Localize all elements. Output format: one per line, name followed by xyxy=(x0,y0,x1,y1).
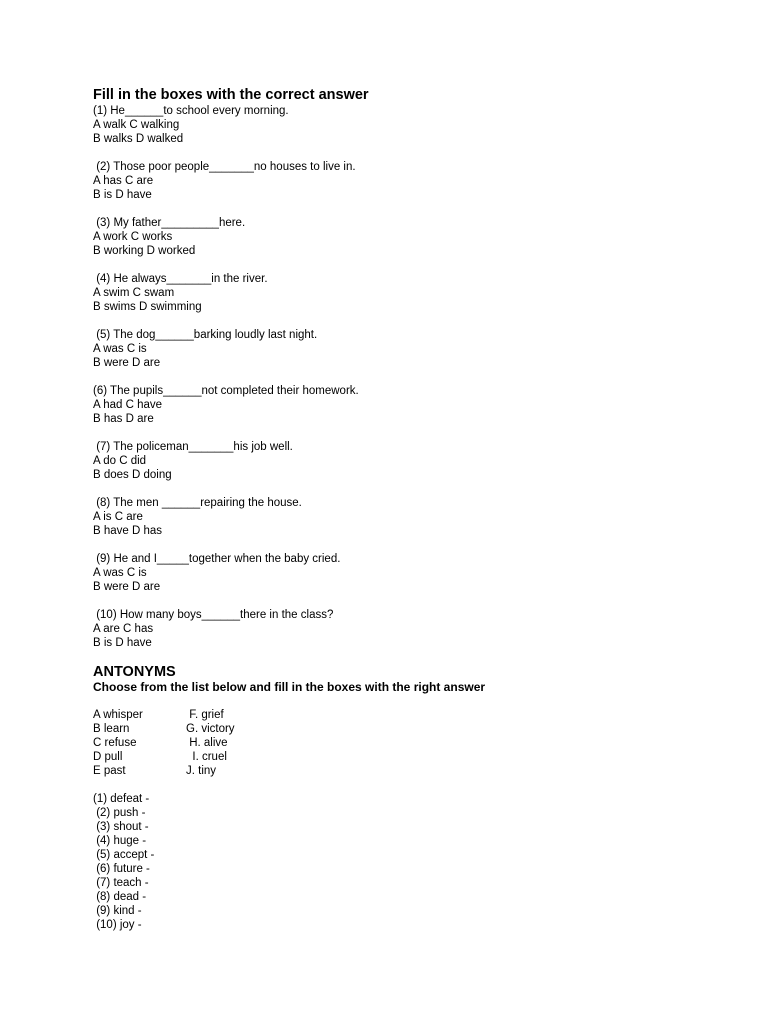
options-a-c: A walk C walking xyxy=(93,119,180,131)
question-2 xyxy=(93,160,713,202)
antonym-word-list xyxy=(93,708,713,778)
options-b-d: B swims D swimming xyxy=(93,301,202,313)
options-b-d: B is D have xyxy=(93,189,152,201)
options-b-d: B walks D walked xyxy=(93,133,184,145)
antonyms-instruction: Choose from the list below and fill in the boxes with the right answer xyxy=(93,680,486,694)
question-list xyxy=(93,104,713,650)
options-a-c: A swim C swam xyxy=(93,287,175,299)
word-option: B learn xyxy=(93,723,130,735)
options-a-c: A was C is xyxy=(93,567,147,579)
options-b-d: B were D are xyxy=(93,581,161,593)
options-b-d: B has D are xyxy=(93,413,154,425)
options-b-d: B have D has xyxy=(93,525,163,537)
antonym-item: (3) shout - xyxy=(93,821,149,833)
options-b-d: B working D worked xyxy=(93,245,196,257)
options-b-d: B were D are xyxy=(93,357,161,369)
question-5 xyxy=(93,328,713,370)
antonym-item: (2) push - xyxy=(93,807,146,819)
question-text: (6) The pupils______not completed their homework. xyxy=(93,385,359,397)
antonym-item: (6) future - xyxy=(93,863,150,875)
word-option: E past xyxy=(93,765,126,777)
word-option: I. cruel xyxy=(186,751,227,763)
options-a-c: A work C works xyxy=(93,231,173,243)
section-title-antonyms: ANTONYMS xyxy=(93,664,176,680)
question-text: (4) He always_______in the river. xyxy=(93,273,268,285)
question-text: (8) The men ______repairing the house. xyxy=(93,497,302,509)
antonym-item: (7) teach - xyxy=(93,877,149,889)
options-a-c: A was C is xyxy=(93,343,147,355)
question-1 xyxy=(93,104,713,146)
antonym-item: (10) joy - xyxy=(93,919,142,931)
question-10 xyxy=(93,608,713,650)
word-option: F. grief xyxy=(186,709,224,721)
question-9 xyxy=(93,552,713,594)
word-list-row xyxy=(93,750,713,764)
word-list-row xyxy=(93,722,713,736)
question-4 xyxy=(93,272,713,314)
antonym-item: (1) defeat - xyxy=(93,793,150,805)
antonym-item: (8) dead - xyxy=(93,891,147,903)
word-list-row xyxy=(93,708,713,722)
options-a-c: A had C have xyxy=(93,399,163,411)
question-text: (2) Those poor people_______no houses to live in. xyxy=(93,161,356,173)
question-text: (9) He and I_____together when the baby cried. xyxy=(93,553,341,565)
word-option: J. tiny xyxy=(186,765,217,777)
options-a-c: A do C did xyxy=(93,455,147,467)
options-b-d: B does D doing xyxy=(93,469,172,481)
word-list-row xyxy=(93,764,713,778)
question-6 xyxy=(93,384,713,426)
word-option: A whisper xyxy=(93,709,143,721)
question-text: (10) How many boys______there in the class? xyxy=(93,609,334,621)
word-option: H. alive xyxy=(186,737,228,749)
question-text: (7) The policeman_______his job well. xyxy=(93,441,293,453)
antonym-items xyxy=(93,792,713,932)
word-list-row xyxy=(93,736,713,750)
section-title-fill-in: Fill in the boxes with the correct answer xyxy=(93,87,369,103)
word-option: D pull xyxy=(93,751,123,763)
question-text: (1) He______to school every morning. xyxy=(93,105,289,117)
antonym-item: (5) accept - xyxy=(93,849,155,861)
question-3 xyxy=(93,216,713,258)
options-a-c: A is C are xyxy=(93,511,143,523)
options-a-c: A has C are xyxy=(93,175,154,187)
question-text: (5) The dog______barking loudly last night. xyxy=(93,329,318,341)
word-option: C refuse xyxy=(93,737,137,749)
antonym-item: (4) huge - xyxy=(93,835,147,847)
word-option: G. victory xyxy=(186,723,235,735)
options-a-c: A are C has xyxy=(93,623,154,635)
options-b-d: B is D have xyxy=(93,637,152,649)
question-text: (3) My father_________here. xyxy=(93,217,246,229)
antonym-item: (9) kind - xyxy=(93,905,142,917)
question-7 xyxy=(93,440,713,482)
worksheet-page xyxy=(93,86,713,932)
question-8 xyxy=(93,496,713,538)
